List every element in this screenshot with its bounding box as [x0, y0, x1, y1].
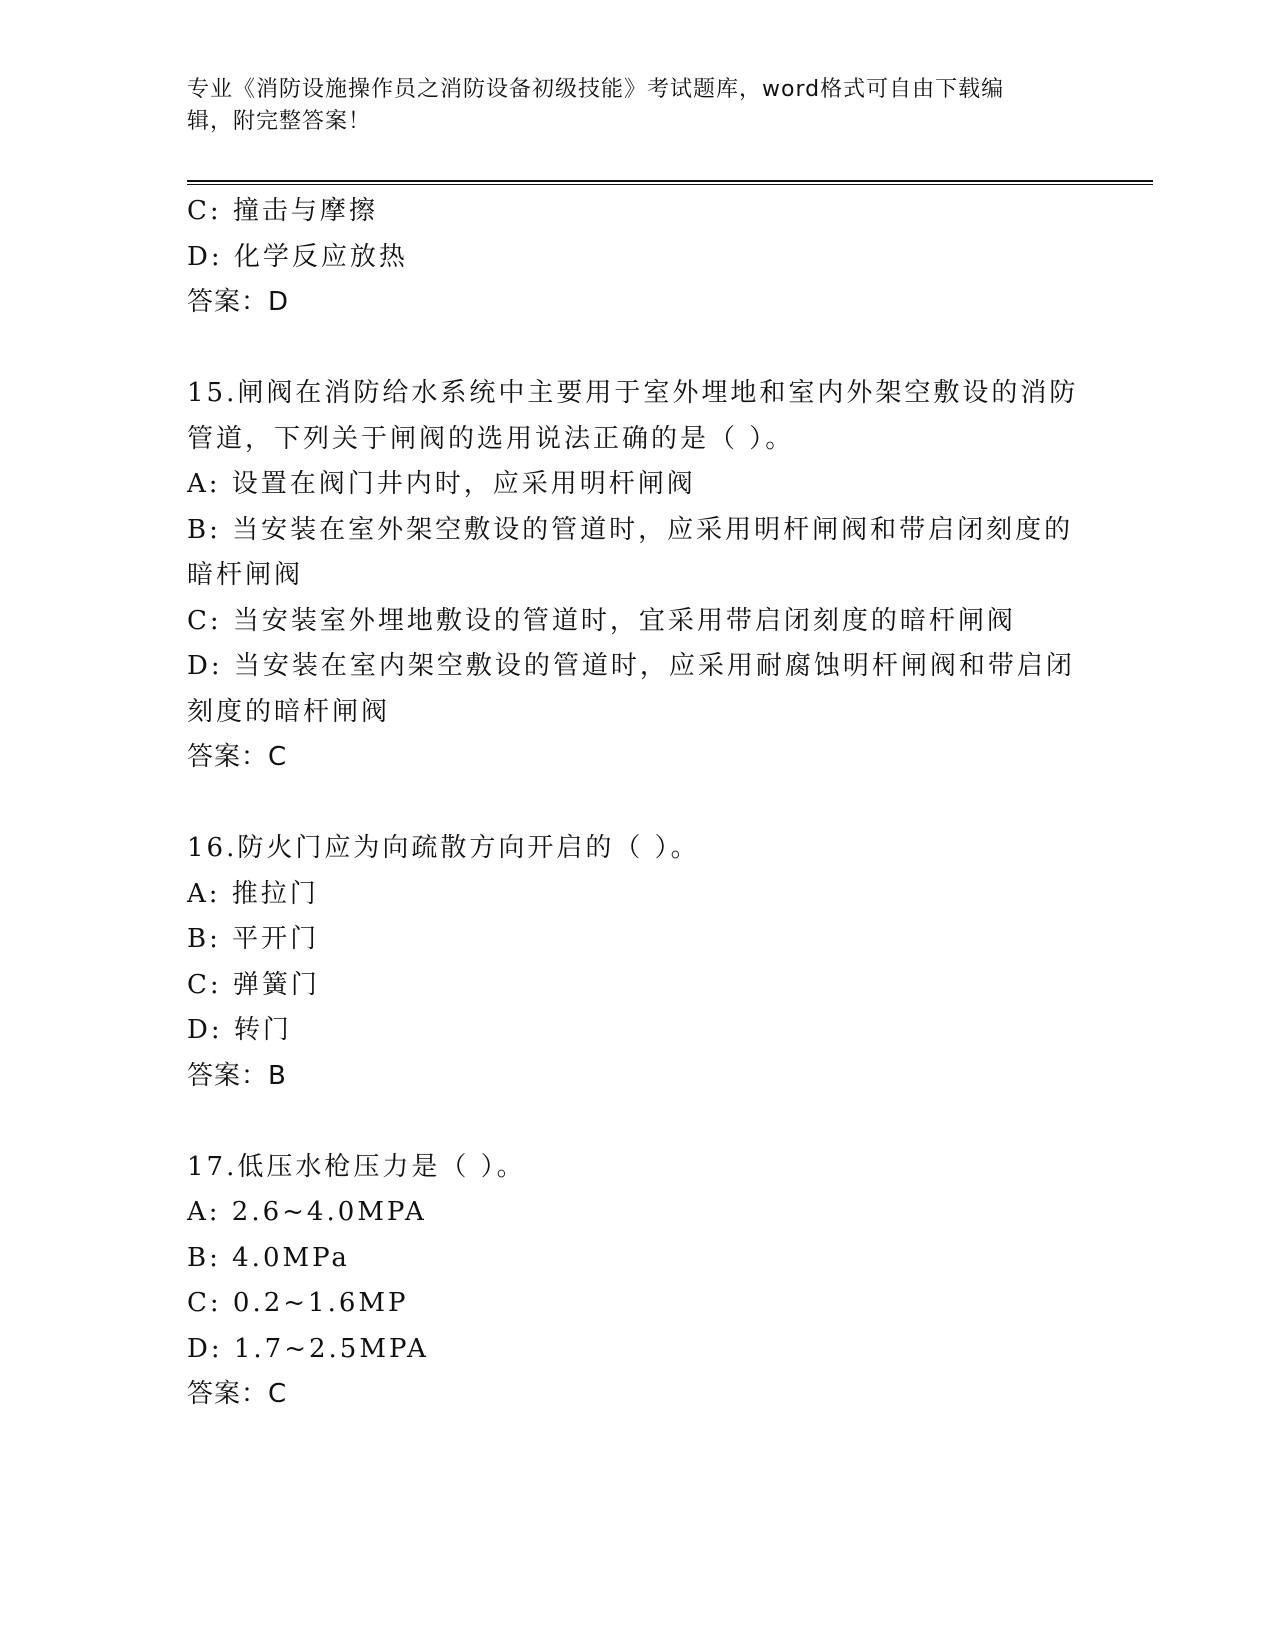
q17-option-c: C: 0.2~1.6MP: [187, 1288, 409, 1318]
spacer: [187, 781, 1087, 827]
q16-stem: 16.防火门应为向疏散方向开启的（ ）。: [187, 833, 700, 863]
header-rule-thick: [187, 180, 1153, 182]
spacer: [187, 326, 1087, 372]
q17-option-d: D: 1.7~2.5MPA: [187, 1333, 429, 1364]
q17-answer: 答案：C: [187, 1379, 288, 1409]
q15-option-b-line-2: 暗杆闸阀: [187, 560, 304, 590]
q15-stem-line-2: 管道，下列关于闸阀的选用说法正确的是（ ）。: [187, 423, 795, 454]
q17-option-b: B: 4.0MPa: [187, 1242, 350, 1273]
page-header: [187, 74, 1067, 138]
q15-option-d-line-2: 刻度的暗杆闸阀: [187, 696, 391, 727]
header-line-2: 辑，附完整答案！: [187, 109, 372, 134]
spacer: [187, 1099, 1087, 1145]
q16-answer: 答案：B: [187, 1060, 287, 1091]
q16-option-b: B: 平开门: [187, 924, 320, 954]
q16-option-d: D: 转门: [187, 1015, 292, 1045]
q17-stem: 17.低压水枪压力是（ ）。: [187, 1151, 526, 1182]
q17-option-a: A: 2.6~4.0MPA: [187, 1197, 427, 1227]
header-line-1: 专业《消防设施操作员之消防设备初级技能》考试题库，word格式可自由下载编: [187, 77, 1005, 102]
prev-answer: 答案：D: [187, 287, 290, 317]
prev-option-c: C: 撞击与摩擦: [187, 196, 378, 226]
q15-stem-line-1: 15.闸阀在消防给水系统中主要用于室外埋地和室内外架空敷设的消防: [187, 378, 1079, 408]
q16-option-c: C: 弹簧门: [187, 969, 320, 1000]
q16-option-a: A: 推拉门: [187, 878, 319, 909]
prev-option-d: D: 化学反应放热: [187, 241, 408, 272]
header-rule-thin: [187, 184, 1153, 185]
q15-option-c: C: 当安装室外埋地敷设的管道时，宜采用带启闭刻度的暗杆闸阀: [187, 605, 1016, 636]
q15-option-b-line-1: B: 当安装在室外架空敷设的管道时，应采用明杆闸阀和带启闭刻度的: [187, 514, 1074, 545]
q15-answer: 答案：C: [187, 742, 288, 772]
q15-option-a: A: 设置在阀门井内时，应采用明杆闸阀: [187, 469, 696, 499]
q15-option-d-line-1: D: 当安装在室内架空敷设的管道时，应采用耐腐蚀明杆闸阀和带启闭: [187, 651, 1075, 681]
question-body: [187, 189, 1087, 1418]
